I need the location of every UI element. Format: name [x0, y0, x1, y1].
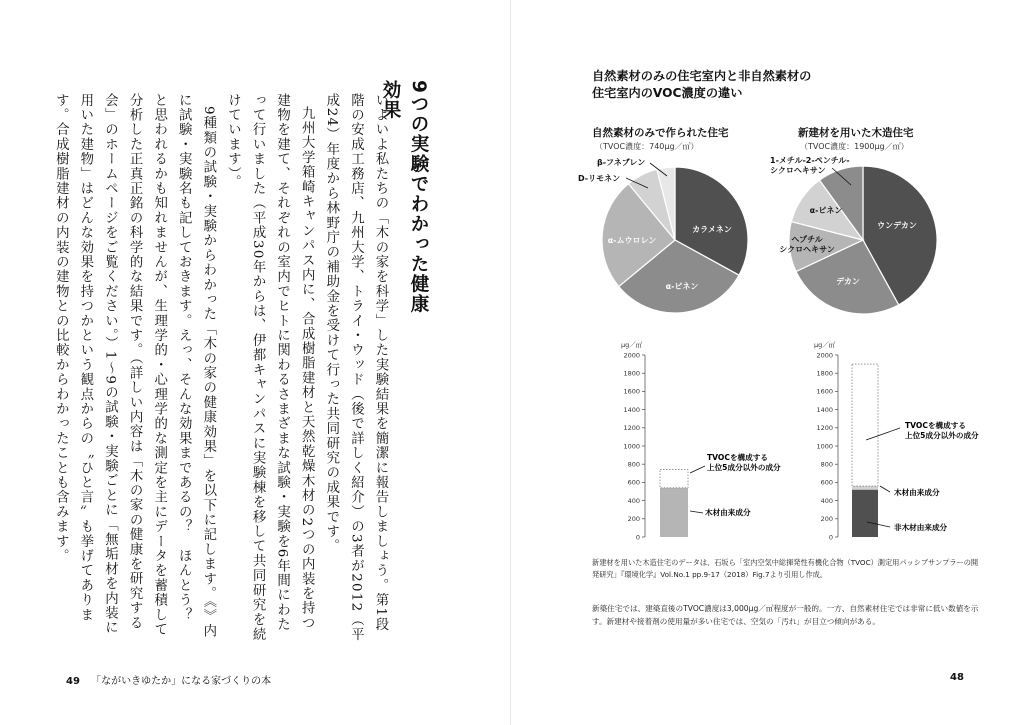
- bar1-series-label: TVOCを構成する: [707, 453, 768, 462]
- bar1-unit-label: μg／㎥: [621, 341, 643, 349]
- bar1-y-tick-label: 1600: [623, 387, 640, 396]
- pie2-slice-label: 1-メチル-2-ペンチル-: [770, 156, 850, 165]
- article-title: 9つの実験でわかった健康効果: [380, 80, 429, 315]
- bar2-segment: [852, 364, 878, 486]
- paragraph: 9種類の試験・実験からわかった「木の家の健康効果」を以下に記します。《》内に試験・実験名も記しておきます。えっ、そんな効果まであるの？ ほんとう？ と思われるかも知れませんが、生理学的・心理学的な測定を主にデータを蓄積して分析した正真正銘の科学的な結果です。（詳しい内容は「木の家の健康を研究する会」のホームページをご覧ください。）1〜9の試験・実験ごとに「無垢材を内装に用いた建物」はどんな効果を持つかという観点からの〝ひと言〟も挙げてあります。合成樹脂建材の内装の建物との比較からわかったことも含みます。: [53, 93, 216, 639]
- pie1-slice-label: α-ピネン: [665, 282, 699, 291]
- bar2-series-label: TVOCを構成する: [905, 421, 966, 430]
- bar2-y-tick-label: 1600: [816, 387, 833, 396]
- left-folio: [66, 672, 271, 687]
- bar2-series-label: 木材由来成分: [894, 488, 940, 497]
- bar2-y-tick-label: 200: [820, 515, 833, 524]
- left-page-number: 49: [66, 676, 80, 687]
- bar1-y-tick-label: 600: [627, 478, 640, 487]
- pie1-slice-label: β-フネブレン: [597, 158, 646, 167]
- figure-caption: 新築住宅では、建築直後のTVOC濃度は3,000μg／㎥程度が一般的。一方、自然素材住宅では非常に低い数値を示す。新建材や接着剤の使用量が多い住宅では、空気の「汚れ」が目立つ傾向がある。: [592, 604, 979, 626]
- bar1-y-tick-label: 1200: [623, 424, 640, 433]
- bar2-series-label: 非木材由来成分: [894, 523, 948, 532]
- bar1-y-tick-label: 1800: [623, 369, 640, 378]
- page-gutter: [510, 0, 511, 725]
- bar1-y-tick-label: 200: [627, 515, 640, 524]
- bar1-y-tick-label: 1000: [623, 442, 640, 451]
- pie2-subtitle: （TVOC濃度：1900μg／㎥）: [800, 142, 909, 151]
- bar2-leader-line: [880, 486, 890, 492]
- figure-title-line: 住宅室内のVOC濃度の違い: [592, 86, 743, 100]
- bar2-segment: [852, 486, 878, 490]
- pie1-slice-label: カラメネン: [692, 225, 732, 234]
- bar1-series-label: 木材由来成分: [705, 508, 751, 517]
- pie2-title: 新建材を用いた木造住宅: [798, 127, 914, 139]
- bar2-series-label: 上位5成分以外の成分: [905, 431, 979, 440]
- bar2-y-tick-label: 0: [828, 533, 833, 542]
- bar1-y-tick-label: 0: [635, 533, 640, 542]
- bar1-leader-line: [690, 511, 703, 513]
- bar2-y-tick-label: 2000: [816, 351, 833, 360]
- running-head: 「ながいきゆたか」になる家づくりの本: [91, 676, 272, 687]
- bar1-series-label: 上位5成分以外の成分: [707, 463, 781, 472]
- bar1-y-tick-label: 2000: [623, 351, 640, 360]
- bar2-y-tick-label: 400: [820, 496, 833, 505]
- right-page-number: 48: [950, 672, 964, 683]
- bar1-segment: [660, 488, 688, 537]
- bar1-y-tick-label: 1400: [623, 405, 640, 414]
- pie1-slice-label: α-ムウロレン: [607, 236, 657, 245]
- bar2-segment: [852, 490, 878, 537]
- figure-source-note: 新建材を用いた木造住宅のデータは、石坂ら「室内空気中総揮発性有機化合物（TVOC）測定用パッシブサンプラーの開発研究」『環境化学』Vol.No.1 pp.9-17（2018）Fig.7より引用し作成。: [592, 558, 979, 579]
- bar1-y-tick-label: 800: [627, 460, 640, 469]
- bar1-leader-line: [690, 466, 705, 473]
- pie1-title: 自然素材のみで作られた住宅: [592, 127, 729, 139]
- pie2-slice-label: シクロヘキサン: [779, 245, 835, 254]
- bar2-y-tick-label: 600: [820, 478, 833, 487]
- bar2-y-tick-label: 1800: [816, 369, 833, 378]
- bar2-y-tick-label: 1400: [816, 405, 833, 414]
- bar1-segment: [660, 470, 688, 488]
- pie2-slice-label: ヘプチル: [791, 235, 823, 244]
- voc-charts: [560, 150, 1000, 550]
- pie1-slice-label: D-リモネン: [578, 174, 621, 183]
- article-body: [53, 93, 392, 645]
- figure-title: [592, 68, 892, 102]
- bar2-y-tick-label: 800: [820, 460, 833, 469]
- pie2-slice-label: ウンデカン: [877, 221, 917, 230]
- bar2-unit-label: μg／㎥: [814, 341, 836, 349]
- pie1-subtitle: （TVOC濃度：740μg／㎥）: [595, 142, 699, 151]
- pie2-slice-label: デカン: [836, 277, 860, 286]
- paragraph: いよいよ私たちの「木の家を科学」した実験結果を簡潔に報告しましょう。第1段階の安成工務店、九州大学、トライ・ウッド（後で詳しく紹介）の3者が2012（平成24）年度から林野庁の補助金を受けて行った共同研究の成果です。: [323, 93, 388, 642]
- figure-title-line: 自然素材のみの住宅室内と非自然素材の: [592, 69, 812, 83]
- pie2-slice-label: α-ピネン: [809, 206, 843, 215]
- bar1-y-tick-label: 400: [627, 496, 640, 505]
- paragraph: 九州大学箱崎キャンパス内に、合成樹脂建材と天然乾燥木材の2つの内装を持つ建物を建て、それぞれの室内でヒトに関わるさまざまな試験・実験を6年間にわたって行いました（平成30年からは、伊都キャンパスに実験棟を移して共同研究を続けています）。: [225, 93, 315, 642]
- bar2-y-tick-label: 1200: [816, 424, 833, 433]
- bar2-y-tick-label: 1000: [816, 442, 833, 451]
- pie2-slice-label: シクロヘキサン: [770, 166, 826, 175]
